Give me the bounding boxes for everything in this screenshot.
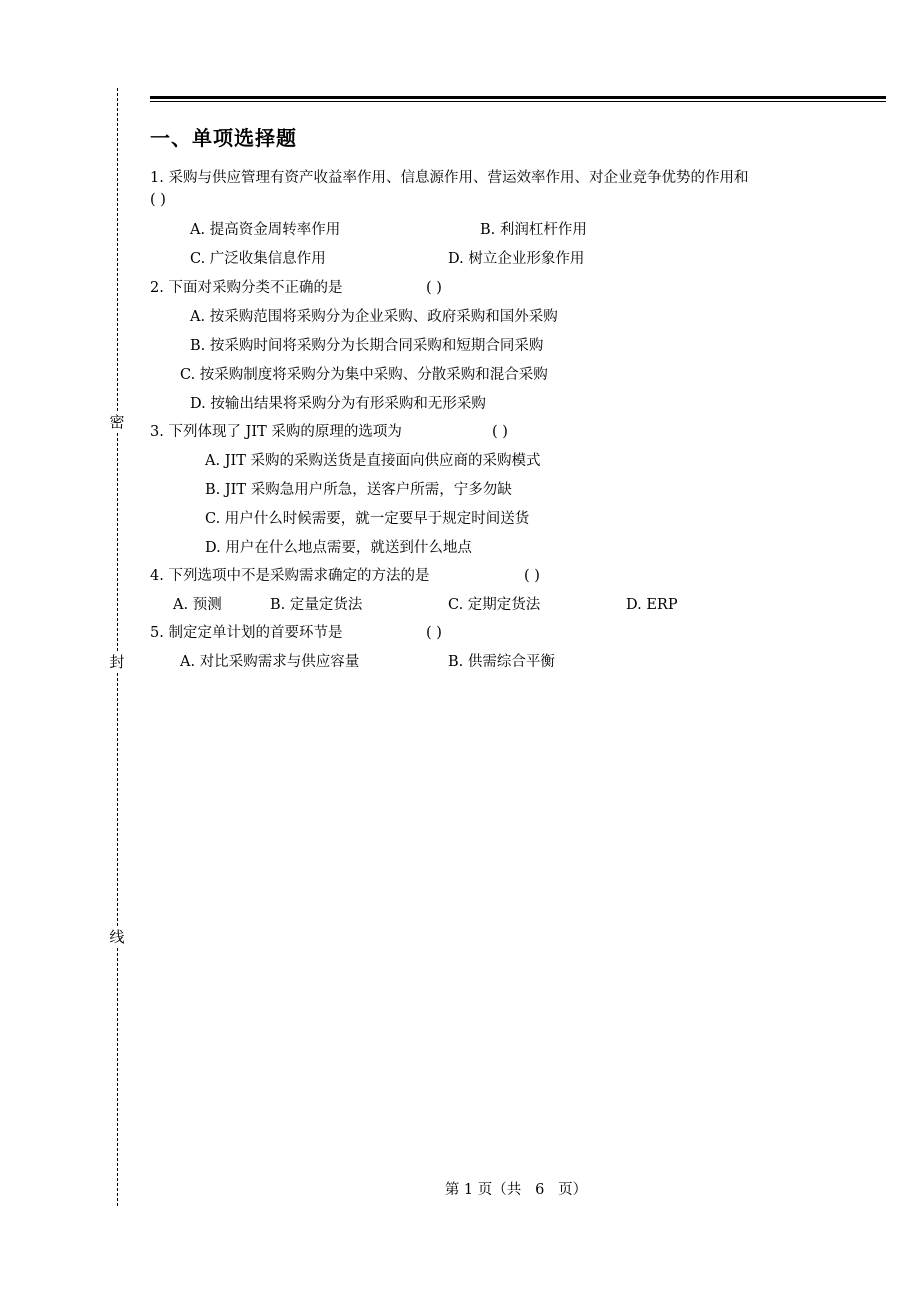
binding-char-feng: 封 [107, 651, 127, 673]
question-4-stem: 4. 下列选项中不是采购需求确定的方法的是 [150, 568, 430, 584]
question-2-option-b: B. 按采购时间将采购分为长期合同采购和短期合同采购 [190, 338, 544, 354]
question-4-option-c: C. 定期定货法 [448, 597, 541, 613]
question-4-option-b: B. 定量定货法 [270, 597, 363, 613]
binding-dashed-line [117, 88, 118, 1206]
binding-char-xian: 线 [107, 926, 127, 948]
question-4-option-d: D. ERP [626, 597, 678, 613]
section-title: 一、单项选择题 [150, 126, 297, 150]
question-5-option-b: B. 供需综合平衡 [448, 654, 555, 670]
question-3-answer-blank: ( ) [492, 424, 508, 440]
question-1-option-b: B. 利润杠杆作用 [480, 222, 587, 238]
question-3-option-b: B. JIT 采购急用户所急，送客户所需，宁多勿缺 [205, 482, 512, 498]
question-5-option-a: A. 对比采购需求与供应容量 [180, 654, 360, 670]
question-1-option-c: C. 广泛收集信息作用 [190, 251, 326, 267]
question-2-answer-blank: ( ) [426, 280, 442, 296]
question-1-option-a: A. 提高资金周转率作用 [190, 222, 341, 238]
question-4-option-a: A. 预测 [173, 597, 222, 613]
header-rule-thin [150, 101, 886, 102]
question-2-option-c: C. 按采购制度将采购分为集中采购、分散采购和混合采购 [180, 367, 548, 383]
header-rule-thick [150, 96, 886, 99]
question-5-answer-blank: ( ) [426, 625, 442, 641]
question-1-option-d: D. 树立企业形象作用 [448, 251, 585, 267]
question-3-option-d: D. 用户在什么地点需要，就送到什么地点 [205, 540, 472, 556]
question-1-stem: 1. 采购与供应管理有资产收益率作用、信息源作用、营运效率作用、对企业竞争优势的作用和 [150, 170, 749, 186]
question-3-stem: 3. 下列体现了 JIT 采购的原理的选项为 [150, 424, 402, 440]
question-5-stem: 5. 制定定单计划的首要环节是 [150, 625, 343, 641]
question-2-option-d: D. 按输出结果将采购分为有形采购和无形采购 [190, 396, 486, 412]
page-footer: 第 1 页（共 6 页） [444, 1182, 588, 1198]
question-4-answer-blank: ( ) [524, 568, 540, 584]
binding-char-mi: 密 [107, 411, 127, 433]
question-3-option-a: A. JIT 采购的采购送货是直接面向供应商的采购模式 [205, 453, 541, 469]
question-2-option-a: A. 按采购范围将采购分为企业采购、政府采购和国外采购 [190, 309, 558, 325]
question-2-stem: 2. 下面对采购分类不正确的是 [150, 280, 343, 296]
question-1-answer-blank: ( ) [150, 192, 166, 208]
question-3-option-c: C. 用户什么时候需要，就一定要早于规定时间送货 [205, 511, 530, 527]
